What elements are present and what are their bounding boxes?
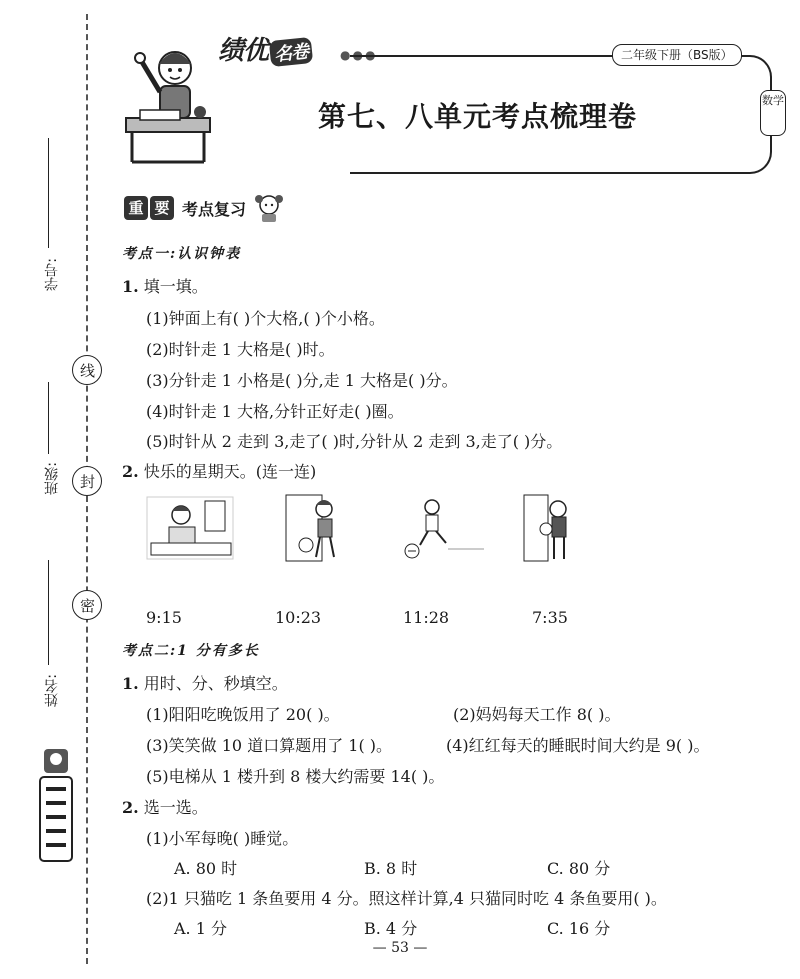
seal-line-mark: 线 [72,355,102,385]
choice-option[interactable]: C. 80 分 [547,859,611,878]
q-text: 快乐的星期天。(连一连) [143,462,317,481]
fill-item: (4)红红每天的睡眠时间大约是 9( )。 [446,736,710,755]
q-number: 2. [122,462,139,481]
brand-name: 绩优 [218,36,269,66]
section1-q2 [122,459,316,482]
section-banner [124,193,286,223]
fill-item: (2)妈妈每天工作 8( )。 [453,705,621,724]
section2-heading: 考点二:1 分有多长 [122,643,260,659]
time-option: 9:15 [146,608,182,627]
section1-heading: 考点一:认识钟表 [122,246,242,262]
side-brand-logo-icon [36,745,76,865]
fill-item: (2)时针走 1 大格是( )时。 [146,340,335,359]
grade-badge: 二年级下册（BS版） [612,44,742,66]
fill-item: (5)时针从 2 走到 3,走了( )时,分针从 2 走到 3,走了( )分。 [146,432,563,451]
boy-waking-in-bed-picture [145,493,235,563]
choice-question: (1)小军每晚( )睡觉。 [146,829,299,848]
student-id-label: 学号: [44,258,60,291]
choice-option[interactable]: B. 4 分 [364,919,418,938]
q-text: 用时、分、秒填空。 [143,674,288,693]
fill-item: (5)电梯从 1 楼升到 8 楼大约需要 14( )。 [146,767,445,786]
fill-item: (3)分针走 1 小格是( )分,走 1 大格是( )分。 [146,371,458,390]
seal-secret-mark: 密 [72,590,102,620]
choice-option[interactable]: A. 80 时 [174,859,238,878]
choice-option[interactable]: A. 1 分 [174,919,227,938]
name-blank[interactable] [48,560,49,665]
page-title: 第七、八单元考点梳理卷 [318,100,638,133]
girl-mascot-icon [252,193,286,223]
section2-q1 [122,671,288,694]
time-option: 7:35 [532,608,568,627]
q-number: 2. [122,798,139,817]
boy-with-ball-at-door-picture [280,493,370,563]
time-option: 10:23 [275,608,322,627]
choice-option[interactable]: B. 8 时 [364,859,418,878]
seal-seal-mark: 封 [72,466,102,496]
choice-question: (2)1 只猫吃 1 条鱼要用 4 分。照这样计算,4 只猫同时吃 4 条鱼要用( )。 [146,889,667,908]
fill-item: (1)阳阳吃晚饭用了 20( )。 [146,705,340,724]
q-number: 1. [122,277,139,296]
fill-item: (3)笑笑做 10 道口算题用了 1( )。 [146,736,393,755]
brand-logo [218,30,312,67]
q-text: 选一选。 [143,798,208,817]
q-number: 1. [122,674,139,693]
name-label: 姓名: [44,674,60,707]
fill-item: (1)钟面上有( )个大格,( )个小格。 [146,309,385,328]
section1-q1 [122,274,208,297]
q-text: 填一填。 [143,277,208,296]
boy-returning-home-picture [518,493,608,563]
fill-item: (4)时针走 1 大格,分针正好走( )圈。 [146,402,404,421]
section2-q2 [122,795,208,818]
student-id-blank[interactable] [48,138,49,248]
boy-playing-soccer-picture [398,493,488,563]
page-number: — 53 — [372,940,428,956]
subject-tab: 数学 [760,90,786,136]
student-at-desk-illustration [120,42,220,170]
brand-name-alt: 名卷 [269,37,313,67]
class-blank[interactable] [48,382,49,454]
banner-tag-2: 要 [150,196,174,220]
decorative-dots: ●●● [340,48,378,62]
banner-text: 考点复习 [182,199,247,219]
banner-tag-1: 重 [124,196,148,220]
choice-option[interactable]: C. 16 分 [547,919,611,938]
time-option: 11:28 [403,608,450,627]
class-label: 班级: [44,462,60,495]
